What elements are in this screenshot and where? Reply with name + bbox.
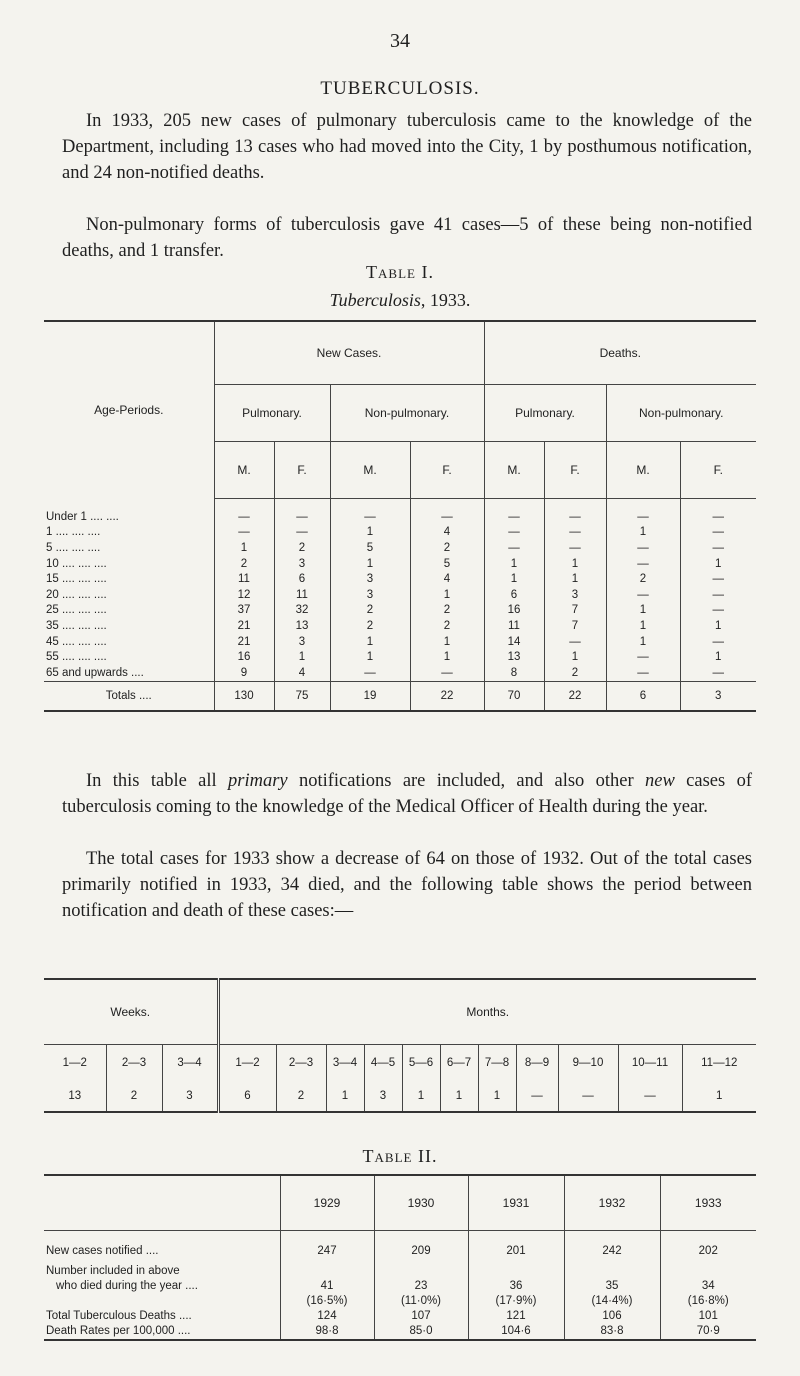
col-m-header: M. (214, 442, 274, 499)
totals-row: Totals .... 130 75 19 22 70 22 6 3 (44, 681, 756, 711)
table-row: Death Rates per 100,000 .... 98·8 85·0 104·6 83·8 70·9 (44, 1324, 756, 1340)
table-row: New cases notified .... 247 209 201 242 202 (44, 1231, 756, 1260)
page-number: 34 (390, 30, 410, 52)
year-header: 1929 (280, 1175, 374, 1231)
table-row: 5 .... .... .... 1 2 5 2 — — — — (44, 540, 756, 556)
table1-tuberculosis (44, 320, 756, 712)
table-row: 20 .... .... .... 12 11 3 1 6 3 — — (44, 587, 756, 603)
table-row: 65 and upwards .... 9 4 — — 8 2 — — (44, 665, 756, 681)
primary-emphasis: primary (228, 771, 288, 791)
table1-subtitle-year: , 1933. (420, 290, 471, 310)
col-m-header: M. (330, 442, 410, 499)
weeks-header: Weeks. (44, 979, 218, 1045)
new-cases-header: New Cases. (214, 321, 484, 385)
table-row: Number included in above who died during the year .... 41 (16·5%) 23 (11·0%) 36 (17·9%) 35 (14·4%) 34 (16·8%) (44, 1259, 756, 1309)
table2-yearly (44, 1174, 756, 1341)
interval-table (44, 978, 756, 1113)
col-f-header: F. (680, 442, 756, 499)
paragraph-pulmonary: In 1933, 205 new cases of pulmonary tuberculosis came to the knowledge of the Department, including 13 cases who had moved into the City, 1 by posthumous notification, and 24 non-notified deaths. (62, 111, 752, 183)
new-emphasis: new (645, 771, 675, 791)
paragraph-non-pulmonary: Non-pulmonary forms of tuberculosis gave 41 cases—5 of these being non-notified deaths, and 1 transfer. (62, 215, 752, 261)
months-header: Months. (218, 979, 756, 1045)
year-header: 1930 (374, 1175, 468, 1231)
col-f-header: F. (410, 442, 484, 499)
new-pulmonary-header: Pulmonary. (214, 385, 330, 442)
table-row: Total Tuberculous Deaths .... 124 107 121 106 101 (44, 1309, 756, 1324)
section-heading: TUBERCULOSIS. (320, 78, 480, 99)
table-row: 15 .... .... .... 11 6 3 4 1 1 2 — (44, 571, 756, 587)
deaths-non-pulmonary-header: Non-pulmonary. (606, 385, 756, 442)
period-row: 1—2 2—3 3—4 1—2 2—3 3—4 4—5 5—6 6—7 7—8 8—9 9—10 10—11 11—12 (44, 1045, 756, 1082)
col-f-header: F. (544, 442, 606, 499)
table-row: 35 .... .... .... 21 13 2 2 11 7 1 1 (44, 618, 756, 634)
table2-caption: Table II. (362, 1146, 438, 1166)
table-row: Under 1 .... .... — — — — — — — — (44, 509, 756, 525)
table1-subtitle (0, 290, 800, 311)
col-m-header: M. (606, 442, 680, 499)
table-row: 25 .... .... .... 37 32 2 2 16 7 1 — (44, 603, 756, 619)
age-periods-header: Age-Periods. (94, 403, 164, 418)
blank-header (44, 1175, 280, 1231)
count-row: 13 2 3 6 2 1 3 1 1 1 — — — 1 (44, 1081, 756, 1112)
table-row: 10 .... .... .... 2 3 1 5 1 1 — 1 (44, 556, 756, 572)
year-header: 1931 (468, 1175, 564, 1231)
paragraph-table-note: In this table all primary notifications are included, and also other new cases of tuberculosis coming to the knowledge of the Medical Officer of Health during the year. (62, 771, 752, 817)
table1-subtitle-italic: Tuberculosis (329, 290, 421, 310)
new-non-pulmonary-header: Non-pulmonary. (330, 385, 484, 442)
table-row: 45 .... .... .... 21 3 1 1 14 — 1 — (44, 634, 756, 650)
table-row: 1 .... .... .... — — 1 4 — — 1 — (44, 525, 756, 541)
table1-caption: Table I. (366, 262, 434, 282)
col-f-header: F. (274, 442, 330, 499)
deaths-pulmonary-header: Pulmonary. (484, 385, 606, 442)
paragraph-decrease: The total cases for 1933 show a decrease of 64 on those of 1932. Out of the total cases primarily notified in 1933, 34 died, and the following table shows the period between notification and death of these cases:— (62, 849, 752, 921)
table-row: 55 .... .... .... 16 1 1 1 13 1 — 1 (44, 649, 756, 665)
year-header: 1932 (564, 1175, 660, 1231)
year-header: 1933 (660, 1175, 756, 1231)
col-m-header: M. (484, 442, 544, 499)
deaths-header: Deaths. (484, 321, 756, 385)
